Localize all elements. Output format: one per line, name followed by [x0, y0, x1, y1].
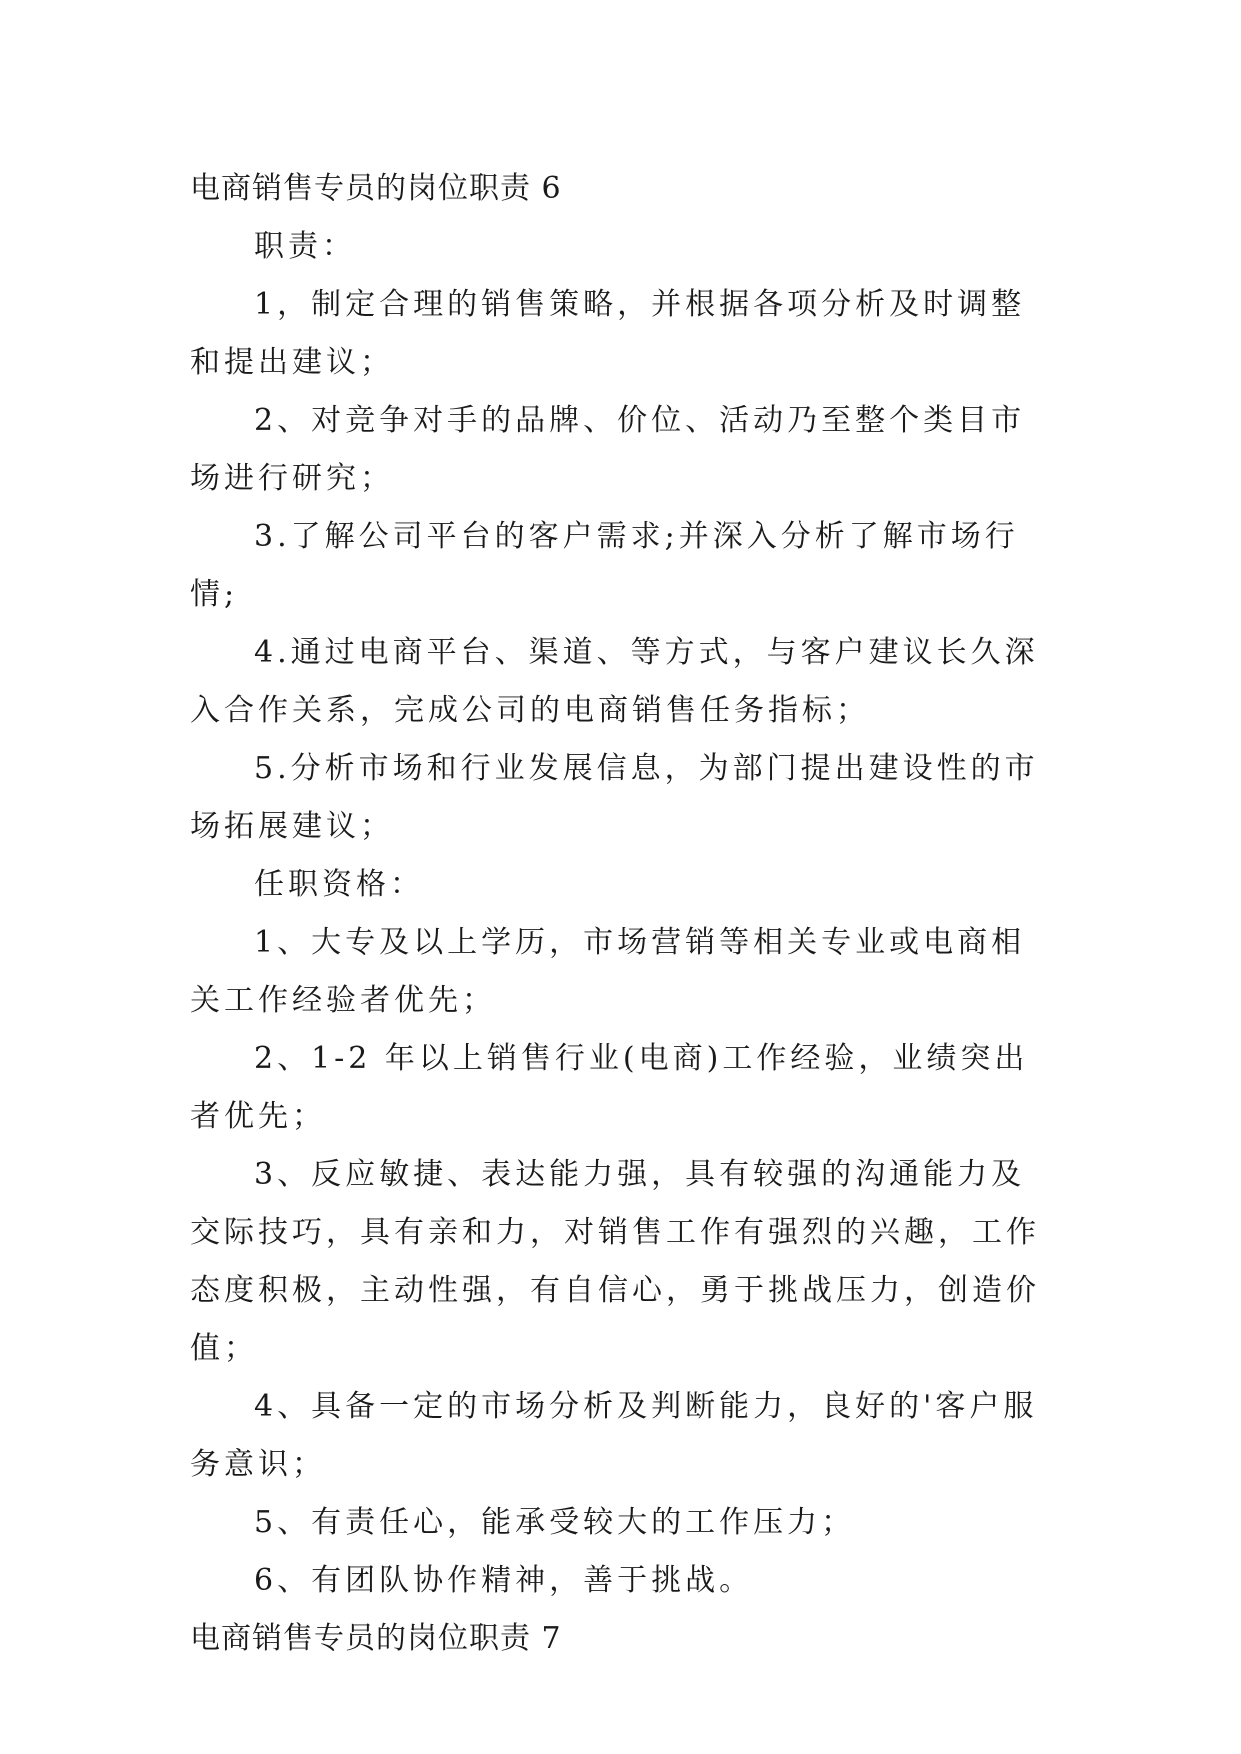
qualifications-label: 任职资格： [254, 867, 424, 902]
duty-item-2: 2、对竞争对手的品牌、价位、活动乃至整个类目市场进行研究； [190, 403, 1026, 496]
duty-item-5: 5.分析市场和行业发展信息，为部门提出建设性的市场拓展建议； [190, 751, 1039, 844]
duty-item-3: 3.了解公司平台的客户需求;并深入分析了解市场行情; [190, 519, 1019, 612]
document-body [190, 160, 1050, 1668]
duty-item-1: 1，制定合理的销售策略，并根据各项分析及时调整和提出建议； [190, 287, 1026, 380]
duties-label: 职责： [254, 229, 356, 264]
section-heading-7: 电商销售专员的岗位职责 7 [190, 1621, 562, 1656]
qualification-item-3: 3、反应敏捷、表达能力强，具有较强的沟通能力及交际技巧，具有亲和力，对销售工作有强烈的兴趣，工作态度积极，主动性强，有自信心，勇于挑战压力，创造价值； [190, 1157, 1040, 1366]
duty-item-4: 4.通过电商平台、渠道、等方式，与客户建议长久深入合作关系，完成公司的电商销售任务指标； [190, 635, 1039, 728]
qualification-item-4: 4、具备一定的市场分析及判断能力，良好的'客户服务意识； [190, 1389, 1038, 1482]
qualification-item-1: 1、大专及以上学历，市场营销等相关专业或电商相关工作经验者优先； [190, 925, 1026, 1018]
qualification-item-5: 5、有责任心，能承受较大的工作压力； [254, 1505, 856, 1540]
qualification-item-2: 2、1-2 年以上销售行业(电商)工作经验，业绩突出者优先； [190, 1041, 1029, 1134]
qualification-item-6: 6、有团队协作精神，善于挑战。 [254, 1563, 754, 1598]
section-heading-6: 电商销售专员的岗位职责 6 [190, 171, 562, 206]
